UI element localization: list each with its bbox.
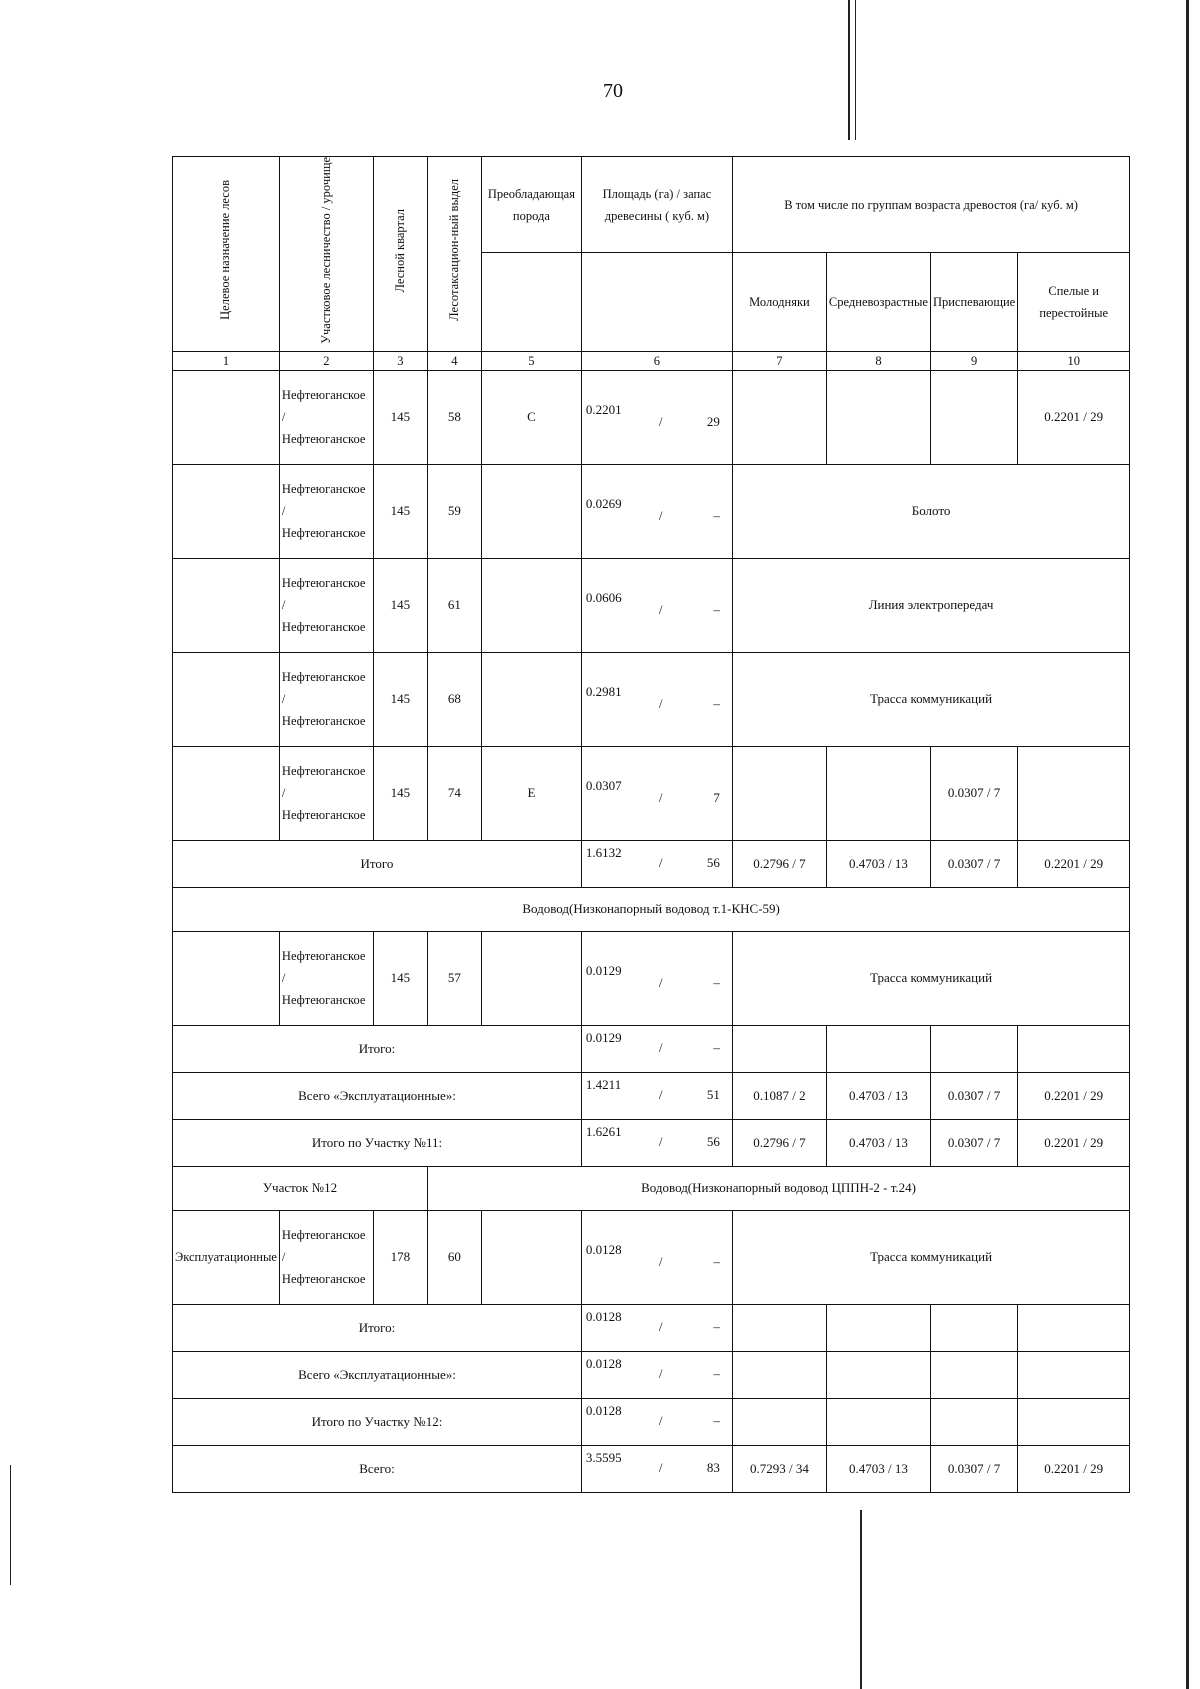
header-forestry: Участковое лесничество / урочище [279,157,373,352]
table-row: Нефтеюганское / Нефтеюганское 145 59 0.0269 / – Болото [173,464,1130,558]
header-quarter: Лесной квартал [373,157,427,352]
forestry-name: Нефтеюганское / Нефтеюганское [279,370,373,464]
section-row: Участок №12 Водовод(Низконапорный водовод ЦППН-2 - т.24) [173,1166,1130,1210]
table-row: Нефтеюганское / Нефтеюганское 145 61 0.0606 / – Линия электропередач [173,558,1130,652]
forestry-name: Нефтеюганское / Нефтеюганское [279,558,373,652]
header-area: Площадь (га) / запас древесины ( куб. м) [581,157,732,253]
header-young: Молодняки [732,253,826,351]
header-middle-aged: Средневозрастные [826,253,930,351]
column-numbers-row: 1 2 3 4 5 6 7 8 9 10 [173,351,1130,370]
header-allotment: Лесотаксацион-ный выдел [427,157,481,352]
scan-line [1186,0,1189,1689]
scan-line [10,1465,11,1585]
land-note: Трасса коммуникаций [732,652,1129,746]
section-row: Водовод(Низконапорный водовод т.1-КНС-59) [173,887,1130,931]
land-note: Трасса коммуникаций [732,931,1129,1025]
land-note: Болото [732,464,1129,558]
scan-line [848,0,850,140]
forestry-name: Нефтеюганское / Нефтеюганское [279,464,373,558]
subtotal-row: Итого 1.6132 / 56 0.2796 / 7 0.4703 / 13 0.0307 / 7 0.2201 / 29 [173,840,1130,887]
forestry-name: Нефтеюганское / Нефтеюганское [279,652,373,746]
table-row: Нефтеюганское / Нефтеюганское 145 74 Е 0.0307 / 7 0.0307 / 7 [173,746,1130,840]
target-purpose: Эксплуатационные [173,1210,280,1304]
header-age-groups: В том числе по группам возраста древостоя (га/ куб. м) [732,157,1129,253]
total-row: Итого по Участку №12: 0.0128 / – [173,1398,1130,1445]
scan-line [860,1510,862,1689]
table-row: Нефтеюганское / Нефтеюганское 145 57 0.0129 / – Трасса коммуникаций [173,931,1130,1025]
header-target-purpose: Целевое назначение лесов [173,157,280,352]
grand-total-row: Всего: 3.5595 / 83 0.7293 / 34 0.4703 / 13 0.0307 / 7 0.2201 / 29 [173,1445,1130,1492]
forest-table [172,156,1130,1493]
scan-line [855,0,856,140]
forestry-name: Нефтеюганское / Нефтеюганское [279,1210,373,1304]
page-number: 70 [603,80,623,102]
total-row: Всего «Эксплуатационные»: 1.4211 / 51 0.1087 / 2 0.4703 / 13 0.0307 / 7 0.2201 / 29 [173,1072,1130,1119]
subtotal-row: Итого: 0.0128 / – [173,1304,1130,1351]
header-ripening: Приспевающие [930,253,1017,351]
table-row: Эксплуатационные Нефтеюганское / Нефтеюганское 178 60 0.0128 / – Трасса коммуникаций [173,1210,1130,1304]
subtotal-row: Итого: 0.0129 / – [173,1025,1130,1072]
total-row: Всего «Эксплуатационные»: 0.0128 / – [173,1351,1130,1398]
land-note: Трасса коммуникаций [732,1210,1129,1304]
forestry-name: Нефтеюганское / Нефтеюганское [279,931,373,1025]
table-row: Нефтеюганское / Нефтеюганское 145 58 С 0.2201 / 29 0.2201 / 29 [173,370,1130,464]
land-note: Линия электропередач [732,558,1129,652]
header-species: Преобладающая порода [481,157,581,253]
total-row: Итого по Участку №11: 1.6261 / 56 0.2796 / 7 0.4703 / 13 0.0307 / 7 0.2201 / 29 [173,1119,1130,1166]
table-row: Нефтеюганское / Нефтеюганское 145 68 0.2981 / – Трасса коммуникаций [173,652,1130,746]
forestry-name: Нефтеюганское / Нефтеюганское [279,746,373,840]
header-mature: Спелые и перестойные [1018,253,1130,351]
